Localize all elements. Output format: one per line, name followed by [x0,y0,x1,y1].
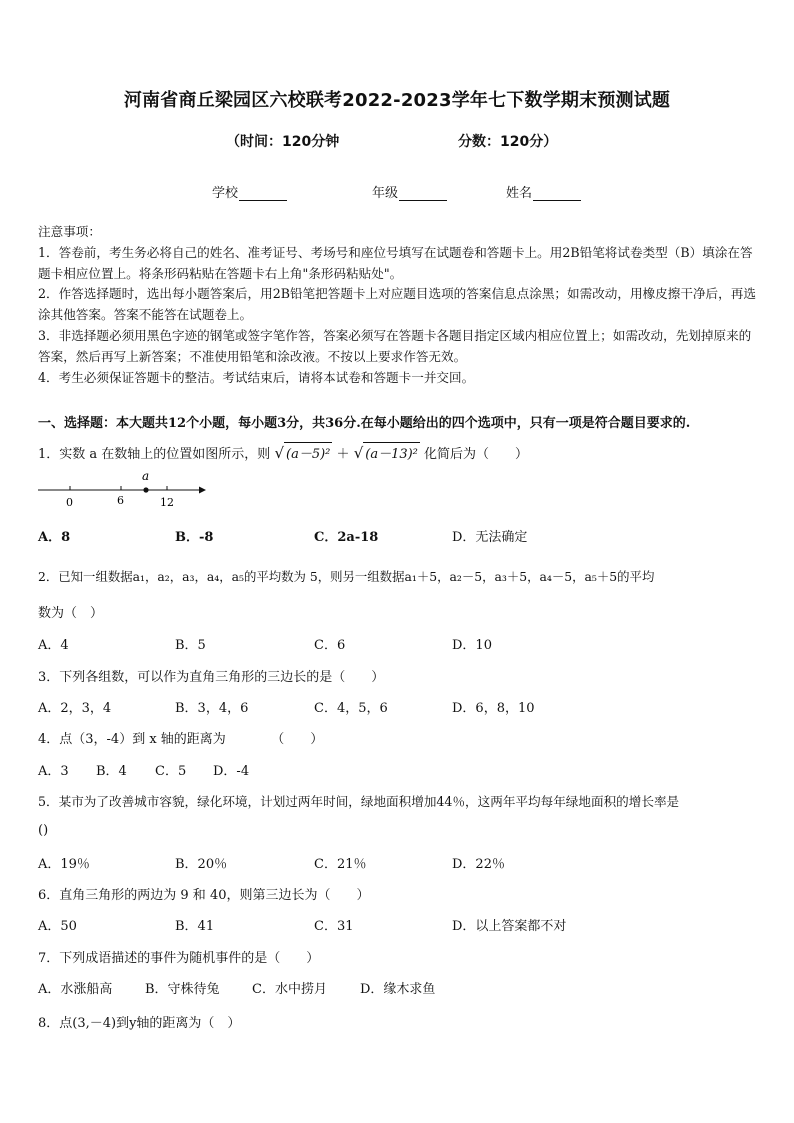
name-label: 姓名 [506,186,533,201]
name-blank [533,186,581,201]
q4-option-b: B．4 [96,764,127,779]
q1-option-c: C．2a-18 [314,530,379,545]
question-4: 4．点（3，-4）到 x 轴的距离为 （ ） [38,732,324,747]
q4-option-c: C．5 [155,764,187,779]
question-3: 3．下列各组数，可以作为直角三角形的三边长的是（ ） [38,670,385,685]
grade-label: 年级 [372,186,399,201]
q6-option-d: D．以上答案都不对 [452,919,567,934]
question-6: 6．直角三角形的两边为 9 和 40，则第三边长为（ ） [38,888,370,903]
q1-option-a: A．8 [38,530,71,545]
question-2-line-2: 数为（ ） [38,606,104,621]
q2-option-d: D．10 [452,638,492,653]
exam-score: 分数：120分） [458,134,558,150]
note-item-3: 3．非选择题必须用黑色字迹的钢笔或签字笔作答，答案必须写在答题卡各题目指定区域内相应位置上；如需改动，先划掉原来的答案，然后再写上新答案；不准使用铅笔和涂改液。不按以上要求作答无效。 [38,327,752,364]
q1-prefix: 1．实数 a 在数轴上的位置如图所示，则 [38,447,271,462]
q1-option-b: B．-8 [175,530,214,545]
q1-radicand-2: (a－13)² [363,442,420,462]
q5-option-d: D．22％ [452,857,505,872]
note-item-2: 2．作答选择题时，选出每小题答案后，用2B铅笔把答题卡上对应题目选项的答案信息点涂黑；如需改动，用橡皮擦干净后，再选涂其他答案。答案不能答在试题卷上。 [38,286,756,323]
q1-option-d: D．无法确定 [452,530,528,545]
tick-label-0: 0 [66,496,73,509]
exam-title: 河南省商丘梁园区六校联考2022-2023学年七下数学期末预测试题 [123,90,671,111]
point-a [143,487,148,492]
exam-time: （时间：120分钟 [226,134,340,150]
school-blank [239,186,287,201]
q5-option-c: C．21％ [314,857,367,872]
q4-option-a: A．3 [38,764,69,779]
grade-blank [399,186,447,201]
q6-option-b: B．41 [175,919,215,934]
q2-option-a: A．4 [38,638,69,653]
q1-plus: ＋ [336,447,350,462]
question-5-line-2: () [38,823,49,838]
question-8: 8．点(3,－4)到y轴的距离为（ ） [38,1016,241,1031]
notes-block [38,222,758,388]
q5-option-a: A．19％ [38,857,90,872]
school-field [212,182,287,201]
note-item-1: 1．答卷前，考生务必将自己的姓名、准考证号、考场号和座位号填写在试题卷和答题卡上。用2B铅笔将试卷类型（B）填涂在答题卡相应位置上。将条形码粘贴在答题卡右上角"条形码粘贴处"。 [38,244,753,281]
question-2-line-1: 2．已知一组数据a₁，a₂，a₃，a₄，a₅的平均数为 5，则另一组数据a₁＋5，a₂－5，a₃＋5，a₄－5，a₅＋5的平均 [38,569,655,584]
q1-radicand-1: (a－5)² [284,442,332,462]
q3-option-b: B．3，4，6 [175,701,249,716]
point-a-label: a [142,469,150,483]
tick-label-12: 12 [160,496,174,509]
tick-label-6: 6 [117,494,124,507]
q2-option-b: B．5 [175,638,206,653]
name-field [506,182,581,201]
q2-option-c: C．6 [314,638,346,653]
question-5-line-1: 5．某市为了改善城市容貌，绿化环境，计划过两年时间，绿地面积增加44％，这两年平均每年绿地面积的增长率是 [38,794,680,809]
number-line-arrow-icon [199,487,206,494]
grade-field [372,182,447,201]
note-item-4: 4．考生必须保证答题卡的整洁。考试结束后，请将本试卷和答题卡一并交回。 [38,369,475,385]
school-label: 学校 [212,186,239,201]
notes-heading: 注意事项： [38,224,101,239]
q1-suffix: 化简后为（ ） [424,447,529,462]
q3-option-a: A．2，3，4 [38,701,112,716]
section-heading: 一、选择题：本大题共12个小题，每小题3分，共36分.在每小题给出的四个选项中，只有一项是符合题目要求的. [38,416,691,431]
q7-option-b: B．守株待兔 [145,982,220,997]
q3-option-c: C．4，5，6 [314,701,388,716]
q3-option-d: D．6，8，10 [452,701,535,716]
q7-option-a: A．水涨船高 [38,982,113,997]
q6-option-c: C．31 [314,919,354,934]
q6-option-a: A．50 [38,919,77,934]
number-line-figure [36,466,216,512]
q4-option-d: D．-4 [213,764,250,779]
q5-option-b: B．20％ [175,857,228,872]
question-1: 1．实数 a 在数轴上的位置如图所示，则 √ (a－5)² ＋ √ (a－13)² 化简后为（ ） [38,444,529,462]
q7-option-c: C．水中捞月 [252,982,327,997]
q7-option-d: D．缘木求鱼 [360,982,436,997]
question-7: 7．下列成语描述的事件为随机事件的是（ ） [38,951,320,966]
